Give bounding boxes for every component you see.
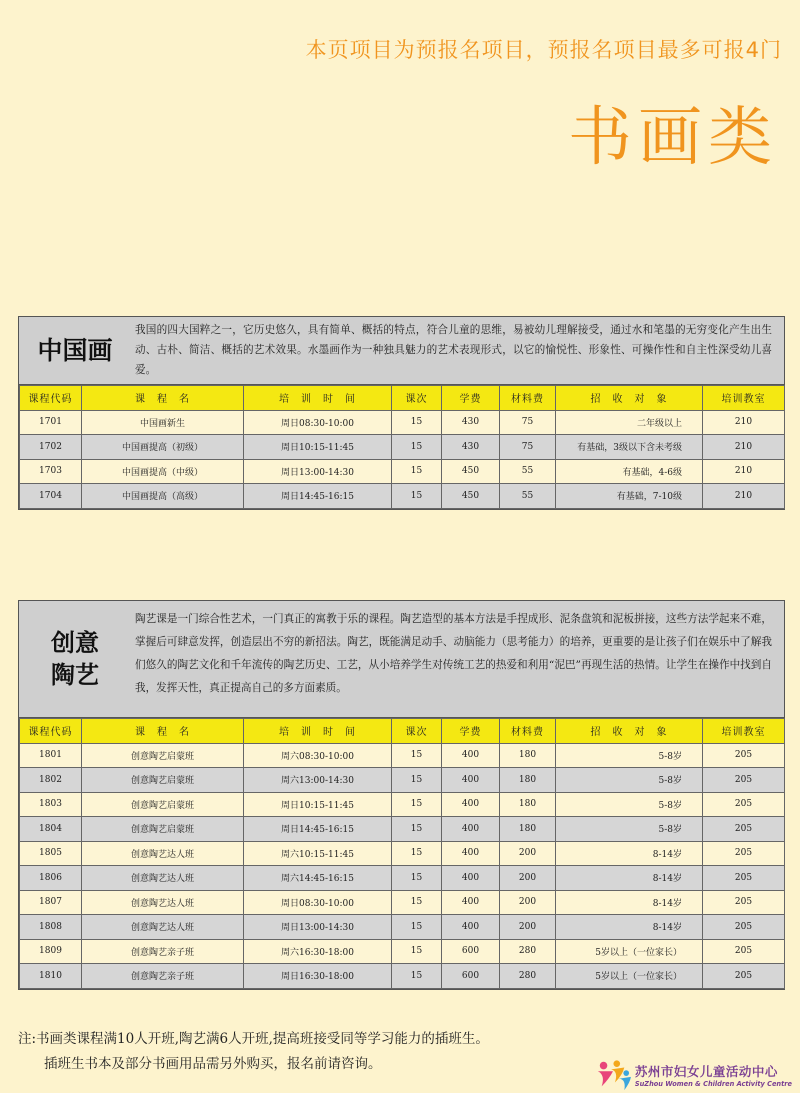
table-row <box>20 817 785 842</box>
pre-registration-notice: 本页项目为预报名项目，预报名项目最多可报4门 <box>305 38 782 62</box>
column-header: 课 程 名 <box>82 719 244 744</box>
table-cell: 周日14:45-16:15 <box>244 817 392 842</box>
table-cell: 周日08:30-10:00 <box>244 890 392 915</box>
column-header: 招 收 对 象 <box>556 386 703 411</box>
table-cell: 15 <box>392 484 442 509</box>
table-cell: 600 <box>442 939 500 964</box>
table-cell: 周日16:30-18:00 <box>244 964 392 989</box>
table-cell: 205 <box>703 743 785 768</box>
column-header: 学费 <box>442 386 500 411</box>
table-cell: 周六08:30-10:00 <box>244 743 392 768</box>
table-cell: 15 <box>392 964 442 989</box>
table-body <box>20 743 785 988</box>
table-cell: 1810 <box>20 964 82 989</box>
column-header: 课次 <box>392 719 442 744</box>
table-cell: 创意陶艺达人班 <box>82 866 244 891</box>
page-title: 书画类 <box>568 101 778 175</box>
table-cell: 15 <box>392 915 442 940</box>
table-row <box>20 792 785 817</box>
table-cell: 400 <box>442 743 500 768</box>
table-cell: 创意陶艺启蒙班 <box>82 792 244 817</box>
note-line: 插班生书本及部分书画用品需另外购买，报名前请咨询。 <box>44 1056 382 1072</box>
column-header: 培训教室 <box>703 386 785 411</box>
table-cell: 1809 <box>20 939 82 964</box>
table-cell: 1703 <box>20 459 82 484</box>
table-row <box>20 484 785 509</box>
table-cell: 5-8岁 <box>556 817 703 842</box>
table-cell: 周日13:00-14:30 <box>244 915 392 940</box>
table-header-row <box>20 386 785 411</box>
table-cell: 400 <box>442 768 500 793</box>
table-cell: 205 <box>703 964 785 989</box>
section-name <box>19 601 131 717</box>
table-cell: 15 <box>392 866 442 891</box>
table-cell: 1702 <box>20 435 82 460</box>
table-cell: 创意陶艺达人班 <box>82 841 244 866</box>
table-cell: 1803 <box>20 792 82 817</box>
table-cell: 1808 <box>20 915 82 940</box>
table-cell: 有基础，3级以下含未考级 <box>556 435 703 460</box>
table-cell: 15 <box>392 817 442 842</box>
table-cell: 280 <box>500 939 556 964</box>
table-row <box>20 435 785 460</box>
table-cell: 有基础，4-6级 <box>556 459 703 484</box>
column-header: 课程代码 <box>20 386 82 411</box>
table-cell: 创意陶艺启蒙班 <box>82 817 244 842</box>
table-cell: 210 <box>703 435 785 460</box>
table-cell: 15 <box>392 792 442 817</box>
table-cell: 创意陶艺达人班 <box>82 915 244 940</box>
table-cell: 200 <box>500 866 556 891</box>
table-cell: 205 <box>703 817 785 842</box>
table-cell: 280 <box>500 964 556 989</box>
table-cell: 200 <box>500 890 556 915</box>
table-row <box>20 939 785 964</box>
section-header <box>19 317 784 385</box>
table-cell: 1801 <box>20 743 82 768</box>
table-body <box>20 410 785 508</box>
table-cell: 15 <box>392 939 442 964</box>
table-cell: 75 <box>500 435 556 460</box>
table-cell: 中国画提高（高级） <box>82 484 244 509</box>
column-header: 材料费 <box>500 719 556 744</box>
organization-logo <box>594 1058 792 1092</box>
table-cell: 创意陶艺启蒙班 <box>82 743 244 768</box>
table-cell: 430 <box>442 410 500 435</box>
table-cell: 210 <box>703 410 785 435</box>
section-description: 陶艺课是一门综合性艺术，一门真正的寓教于乐的课程。陶艺造型的基本方法是手捏成形、泥条盘筑和泥板拼接，这些方法学起来不难，掌握后可肆意发挥，创造层出不穷的新招法。陶艺，既能满足动手、动脑能力（思考能力）的培养，更重要的是让孩子们在娱乐中了解我们悠久的陶艺文化和千年流传的陶艺历史、工艺，从小培养学生对传统工艺的热爱和利用“泥巴”再现生活的热情。让学生在操作中找到自我，发挥天性，真正提高自己的多方面素质。 <box>135 613 772 694</box>
table-cell: 5-8岁 <box>556 768 703 793</box>
section-header <box>19 601 784 718</box>
table-cell: 周六16:30-18:00 <box>244 939 392 964</box>
table-cell: 8-14岁 <box>556 915 703 940</box>
table-cell: 二年级以上 <box>556 410 703 435</box>
column-header: 材料费 <box>500 386 556 411</box>
table-row <box>20 866 785 891</box>
section-description: 我国的四大国粹之一，它历史悠久，具有简单、概括的特点，符合儿童的思维，易被幼儿理解接受，通过水和笔墨的无穷变化产生出生动、古朴、简洁、概括的艺术效果。水墨画作为一种独具魅力的艺术表现形式，以它的愉悦性、形象性、可操作性和自主性深受幼儿喜爱。 <box>135 324 772 376</box>
table-header-row <box>20 719 785 744</box>
table-cell: 1807 <box>20 890 82 915</box>
section-name-line: 陶艺 <box>51 661 99 689</box>
table-cell: 205 <box>703 890 785 915</box>
table-cell: 1701 <box>20 410 82 435</box>
section-name-line: 中国画 <box>37 335 113 365</box>
table-cell: 75 <box>500 410 556 435</box>
table-cell: 周日10:15-11:45 <box>244 435 392 460</box>
table-cell: 周日10:15-11:45 <box>244 792 392 817</box>
table-cell: 创意陶艺亲子班 <box>82 939 244 964</box>
table-cell: 15 <box>392 768 442 793</box>
table-cell: 1704 <box>20 484 82 509</box>
table-cell: 1802 <box>20 768 82 793</box>
note-line: 注:书画类课程满10人开班,陶艺满6人开班,提高班接受同等学习能力的插班生。 <box>18 1031 489 1047</box>
women-children-centre-logo-icon <box>594 1058 632 1092</box>
table-cell: 180 <box>500 792 556 817</box>
table-row <box>20 915 785 940</box>
notes <box>18 1027 489 1077</box>
column-header: 招 收 对 象 <box>556 719 703 744</box>
table-cell: 200 <box>500 841 556 866</box>
table-row <box>20 890 785 915</box>
table-cell: 450 <box>442 484 500 509</box>
table-cell: 400 <box>442 915 500 940</box>
table-cell: 周日13:00-14:30 <box>244 459 392 484</box>
table-cell: 400 <box>442 841 500 866</box>
table-cell: 15 <box>392 890 442 915</box>
logo-chinese-name: 苏州市妇女儿童活动中心 <box>634 1064 778 1079</box>
table-cell: 210 <box>703 484 785 509</box>
table-cell: 5-8岁 <box>556 743 703 768</box>
table-cell: 周六10:15-11:45 <box>244 841 392 866</box>
table-cell: 周日14:45-16:15 <box>244 484 392 509</box>
table-cell: 中国画新生 <box>82 410 244 435</box>
table-cell: 205 <box>703 841 785 866</box>
section-creative-pottery <box>18 600 785 990</box>
column-header: 学费 <box>442 719 500 744</box>
section-chinese-painting <box>18 316 785 510</box>
table-cell: 1806 <box>20 866 82 891</box>
table-cell: 有基础，7-10级 <box>556 484 703 509</box>
table-cell: 55 <box>500 484 556 509</box>
table-cell: 55 <box>500 459 556 484</box>
table-cell: 周六14:45-16:15 <box>244 866 392 891</box>
column-header: 课 程 名 <box>82 386 244 411</box>
table-cell: 400 <box>442 866 500 891</box>
table-cell: 周日08:30-10:00 <box>244 410 392 435</box>
course-table <box>19 385 785 509</box>
table-cell: 创意陶艺启蒙班 <box>82 768 244 793</box>
table-row <box>20 410 785 435</box>
table-cell: 15 <box>392 743 442 768</box>
table-cell: 205 <box>703 866 785 891</box>
table-cell: 205 <box>703 915 785 940</box>
table-cell: 5岁以上（一位家长） <box>556 939 703 964</box>
table-cell: 周六13:00-14:30 <box>244 768 392 793</box>
table-cell: 15 <box>392 459 442 484</box>
table-cell: 创意陶艺达人班 <box>82 890 244 915</box>
table-cell: 8-14岁 <box>556 890 703 915</box>
table-cell: 205 <box>703 768 785 793</box>
table-cell: 8-14岁 <box>556 866 703 891</box>
table-cell: 中国画提高（初级） <box>82 435 244 460</box>
column-header: 培 训 时 间 <box>244 719 392 744</box>
column-header: 课程代码 <box>20 719 82 744</box>
table-row <box>20 768 785 793</box>
section-name <box>19 317 131 384</box>
section-name-line: 创意 <box>51 628 99 657</box>
table-cell: 210 <box>703 459 785 484</box>
table-cell: 600 <box>442 964 500 989</box>
course-table <box>19 718 785 989</box>
column-header: 培 训 时 间 <box>244 386 392 411</box>
table-row <box>20 964 785 989</box>
table-cell: 430 <box>442 435 500 460</box>
table-cell: 205 <box>703 939 785 964</box>
table-cell: 5岁以上（一位家长） <box>556 964 703 989</box>
table-cell: 中国画提高（中级） <box>82 459 244 484</box>
table-cell: 15 <box>392 410 442 435</box>
table-cell: 5-8岁 <box>556 792 703 817</box>
column-header: 课次 <box>392 386 442 411</box>
table-cell: 1804 <box>20 817 82 842</box>
table-cell: 180 <box>500 817 556 842</box>
table-cell: 400 <box>442 792 500 817</box>
table-cell: 180 <box>500 743 556 768</box>
table-row <box>20 459 785 484</box>
table-row <box>20 743 785 768</box>
table-cell: 200 <box>500 915 556 940</box>
table-cell: 15 <box>392 435 442 460</box>
table-cell: 450 <box>442 459 500 484</box>
table-cell: 400 <box>442 890 500 915</box>
table-cell: 180 <box>500 768 556 793</box>
logo-english-name: SuZhou Women & Children Activity Centre <box>634 1080 792 1088</box>
table-cell: 1805 <box>20 841 82 866</box>
table-cell: 15 <box>392 841 442 866</box>
table-cell: 创意陶艺亲子班 <box>82 964 244 989</box>
table-row <box>20 841 785 866</box>
table-cell: 205 <box>703 792 785 817</box>
table-cell: 400 <box>442 817 500 842</box>
column-header: 培训教室 <box>703 719 785 744</box>
table-cell: 8-14岁 <box>556 841 703 866</box>
